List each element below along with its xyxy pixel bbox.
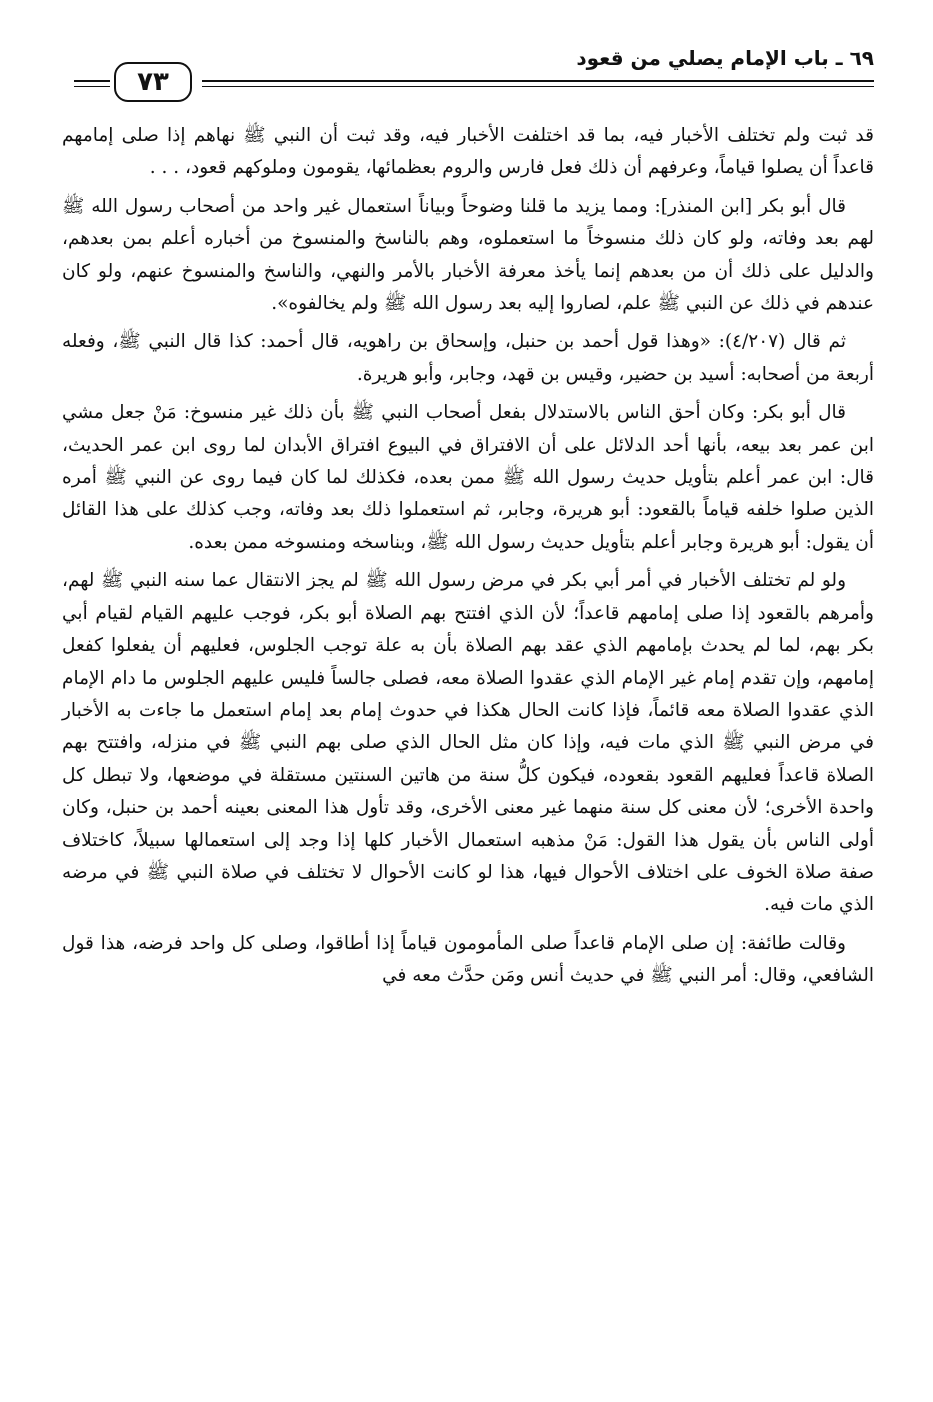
page-header bbox=[62, 40, 874, 104]
chapter-title: ٦٩ ـ باب الإمام يصلي من قعود bbox=[576, 46, 874, 70]
header-rule-right bbox=[202, 80, 874, 82]
paragraph: قال أبو بكر [ابن المنذر]: ومما يزيد ما قلنا وضوحاً وبياناً استعمال غير واحد من أصحاب رسول الله ﷺ لهم بعد وفاته، ولو كان ذلك منسوخاً ما استعملوه، وهم بالناسخ والمنسوخ من أخباره أعلم بمن بعدهم، والدليل على ذلك أن من بعدهم إنما يأخذ معرفة الأخبار بالأمر والنهي، والناسخ والمنسوخ عنهم، ولو كان عندهم في ذلك عن النبي ﷺ علم، لصاروا إليه بعد رسول الله ﷺ ولم يخالفوه». bbox=[62, 195, 874, 315]
body-text bbox=[62, 120, 874, 999]
page bbox=[62, 40, 874, 1380]
header-rule-left bbox=[74, 80, 110, 82]
paragraph: ثم قال (٤/٢٠٧): «وهذا قول أحمد بن حنبل، وإسحاق بن راهويه، قال أحمد: كذا قال النبي ﷺ، وفعله أربعة من أصحابه: أسيد بن حضير، وقيس بن قهد، وجابر، وأبو هريرة. bbox=[62, 331, 874, 385]
paragraph: وقالت طائفة: إن صلى الإمام قاعداً صلى المأمومون قياماً إذا أطاقوا، وصلى كل واحد فرضه، هذا قول الشافعي، وقال: أمر النبي ﷺ في حديث أنس ومَن حدَّث معه في bbox=[62, 932, 874, 987]
header-rule-right-thin bbox=[202, 86, 874, 87]
page-number: ٧٣ bbox=[114, 62, 192, 102]
paragraph: ولو لم تختلف الأخبار في أمر أبي بكر في مرض رسول الله ﷺ لم يجز الانتقال عما سنه النبي ﷺ لهم، وأمرهم بالقعود إذا صلى إمامهم قاعداً؛ لأن الذي افتتح بهم الصلاة أبو بكر، فوجب عليهم القيام لقيام أبي بكر بهم، لما لم يحدث بإمامهم الذي عقد بهم الصلاة بأن به علة توجب الجلوس، فعليهم أن يفعلوا كفعل إمامهم، وإن تقدم إمام غير الإمام الذي عقدوا الصلاة معه، فصلى جالساً فليس عليهم الجلوس ما دام الإمام الذي عقدوا الصلاة معه قائماً، فإذا كانت الحال هكذا في حدوث إمام بعد إمام استعمل ما جاءت به الأخبار في مرض النبي ﷺ الذي مات فيه، وإذا كان مثل الحال الذي صلى بهم النبي ﷺ في منزله، وافتتح بهم الصلاة قاعداً فعليهم القعود بقعوده، فيكون كلُّ سنة من هاتين السنتين مستقلة في موضعها، ولا تبطل كل واحدة الأخرى؛ لأن معنى كل سنة منهما غير معنى الأخرى، وقد تأول هذا المعنى بعينه أحمد بن حنبل، وكان أولى الناس بأن يقول هذا القول: مَنْ مذهبه استعمال الأخبار كلها إذا وجد إلى استعمالها سبيلاً، كاختلاف صفة صلاة الخوف على اختلاف الأحوال فيها، هذا لو كانت الأحوال لا تختلف في صلاة النبي ﷺ في مرضه الذي مات فيه. bbox=[62, 570, 874, 916]
paragraph: قد ثبت ولم تختلف الأخبار فيه، بما قد اختلفت الأخبار فيه، وقد ثبت أن النبي ﷺ نهاهم إذا صلى إمامهم قاعداً أن يصلوا قياماً، وعرفهم أن ذلك فعل فارس والروم بعظمائها، يقومون وملوكهم قعود، . . . bbox=[62, 125, 874, 179]
header-rule-left-thin bbox=[74, 86, 110, 87]
paragraph: قال أبو بكر: وكان أحق الناس بالاستدلال بفعل أصحاب النبي ﷺ بأن ذلك غير منسوخ: مَنْ جعل مشي ابن عمر بعد بيعه، بأنها أحد الدلائل على أن الافتراق في البيوع افتراق الأبدان لما روى ابن عمر الحديث، قال: ابن عمر أعلم بتأويل حديث رسول الله ﷺ ممن بعده، فكذلك لما كان فيما روى عن النبي ﷺ أمره الذين صلوا خلفه قياماً بالقعود: أبو هريرة، وجابر، ثم استعملوا ذلك بعد وفاته، وجب كذلك على هذا القائل أن يقول: أبو هريرة وجابر أعلم بتأويل حديث رسول الله ﷺ، وبناسخه ومنسوخه ممن بعده. bbox=[62, 402, 874, 553]
